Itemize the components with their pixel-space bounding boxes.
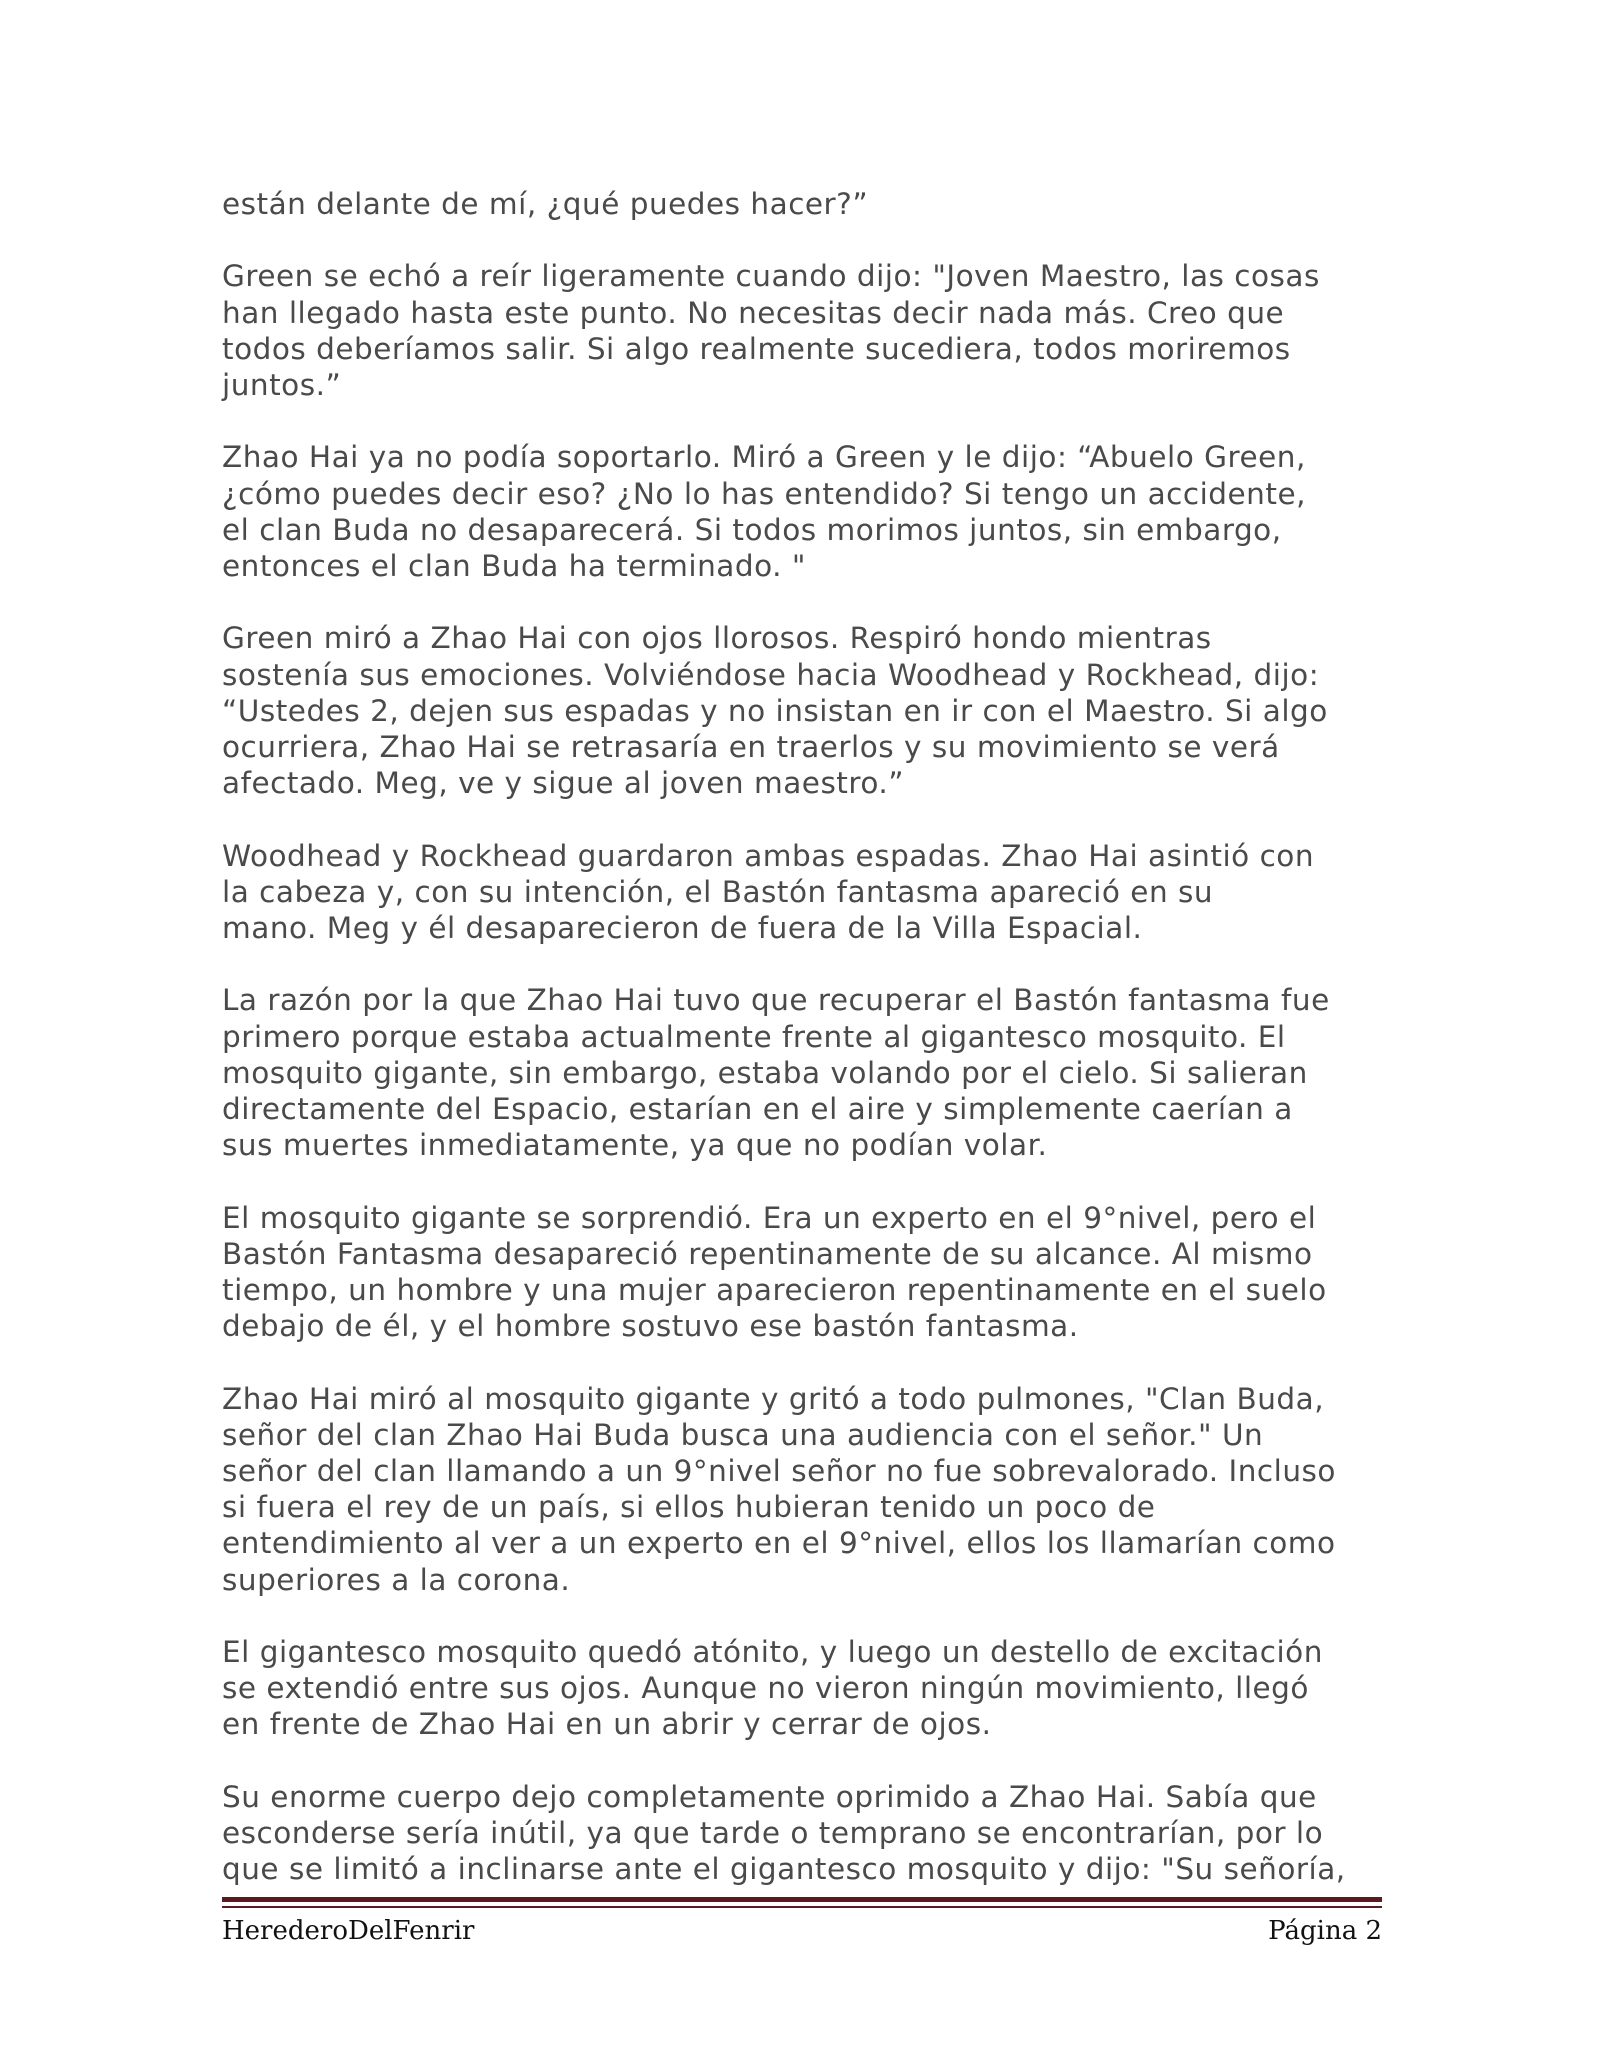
paragraph: El gigantesco mosquito quedó atónito, y luego un destello de excitación se extendió entre sus ojos. Aunque no vieron ningún movimiento, llegó en frente de Zhao Hai en un abrir y cerrar de ojos. [222,1635,1323,1742]
paragraph: Zhao Hai miró al mosquito gigante y gritó a todo pulmones, "Clan Buda, señor del clan Zhao Hai Buda busca una audiencia con el señor." Un señor del clan llamando a un 9°nivel señor no fue sobrevalorado. Incluso si fuera el rey de un país, si ellos hubieran tenido un poco de entendimiento al ver a un experto en el 9°nivel, ellos los llamarían como superiores a la corona. [222,1381,1336,1597]
paragraph: Su enorme cuerpo dejo completamente oprimido a Zhao Hai. Sabía que esconderse sería inútil, ya que tarde o temprano se encontrarían, por lo que se limitó a inclinarse ante el gigantesco mosquito y dijo: "Su señoría, [222,1779,1346,1887]
paragraph: Zhao Hai ya no podía soportarlo. Miró a Green y le dijo: “Abuelo Green, ¿cómo puedes decir eso? ¿No lo has entendido? Si tengo un accidente, el clan Buda no desaparecerá. Si todos morimos juntos, sin embargo, entonces el clan Buda ha terminado. " [222,440,1306,583]
footer-divider-thick [222,1897,1382,1902]
paragraph: están delante de mí, ¿qué puedes hacer?” [222,187,869,221]
paragraph: La razón por la que Zhao Hai tuvo que recuperar el Bastón fantasma fue primero porque estaba actualmente frente al gigantesco mosquito. El mosquito gigante, sin embargo, estaba volando por el cielo. Si salieran directamente del Espacio, estarían en el aire y simplemente caerían a sus muertes inmediatamente, ya que no podían volar. [222,983,1330,1163]
paragraph: El mosquito gigante se sorprendió. Era un experto en el 9°nivel, pero el Bastón Fantasma desapareció repentinamente de su alcance. Al mismo tiempo, un hombre y una mujer aparecieron repentinamente en el suelo debajo de él, y el hombre sostuvo ese bastón fantasma. [222,1200,1327,1344]
footer-page-number: Página 2 [1268,1916,1382,1946]
paragraph: Green miró a Zhao Hai con ojos llorosos. Respiró hondo mientras sostenía sus emociones. Volviéndose hacia Woodhead y Rockhead, dijo: “Ustedes 2, dejen sus espadas y no insistan en ir con el Maestro. Si algo ocurriera, Zhao Hai se retrasaría en traerlos y su movimiento se verá afectado. Meg, ve y sigue al joven maestro.” [222,621,1328,801]
footer-divider-thin [222,1906,1382,1908]
paragraph: Woodhead y Rockhead guardaron ambas espadas. Zhao Hai asintió con la cabeza y, con su intención, el Bastón fantasma apareció en su mano. Meg y él desaparecieron de fuera de la Villa Espacial. [222,838,1315,945]
body-text [222,186,1382,1924]
paragraph: Green se echó a reír ligeramente cuando dijo: "Joven Maestro, las cosas han llegado hasta este punto. No necesitas decir nada más. Creo que todos deberíamos salir. Si algo realmente sucediera, todos moriremos juntos.” [222,259,1320,402]
footer-author: HerederoDelFenrir [222,1916,475,1946]
